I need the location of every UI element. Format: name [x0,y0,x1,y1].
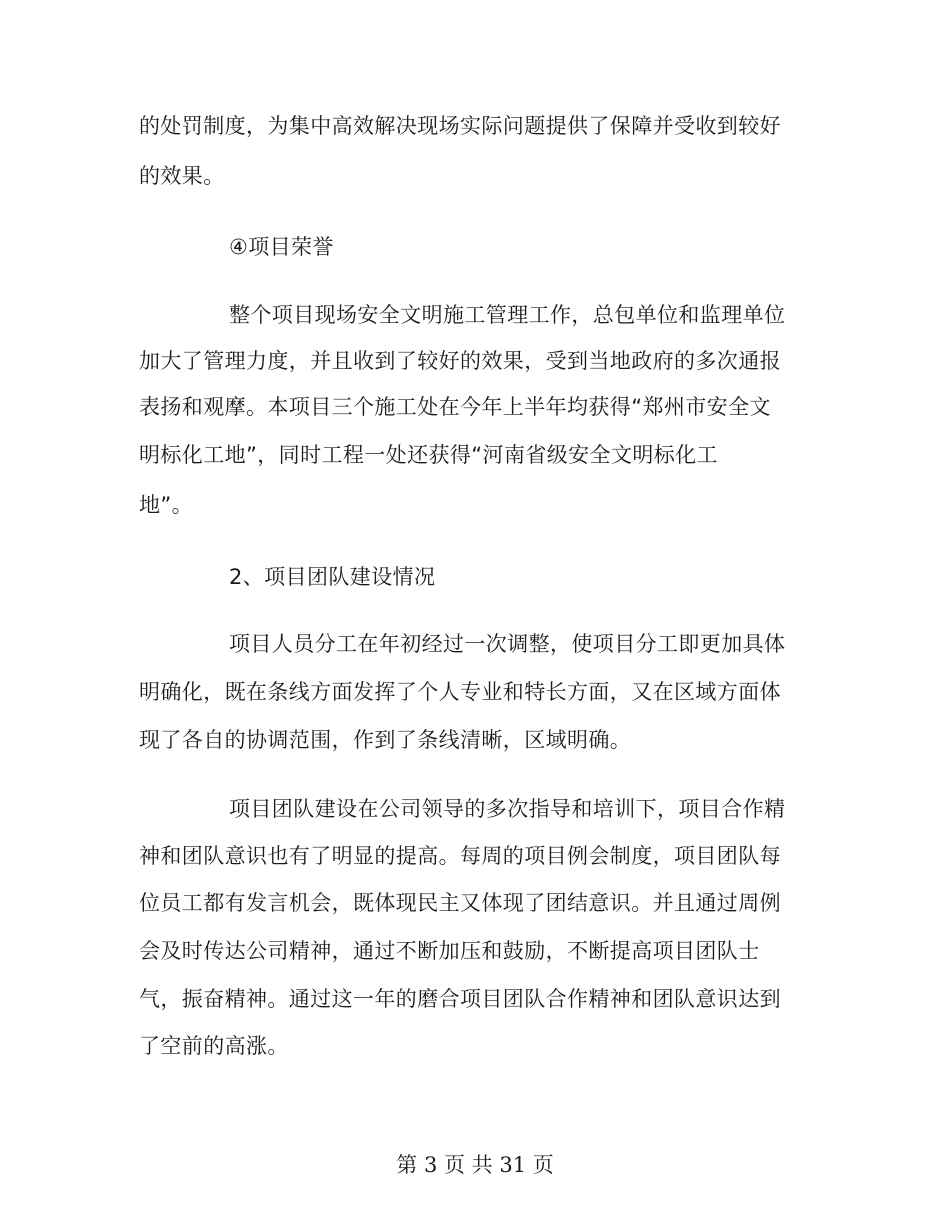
body-line: 整个项目现场安全文明施工管理工作，总包单位和监理单位 [229,303,786,327]
body-line: 明标化工地”，同时工程一处还获得“河南省级安全文明标化工 [139,443,718,467]
body-line: 明确化，既在条线方面发挥了个人专业和特长方面，又在区域方面体 [139,680,781,704]
subheading-project-honor: ④项目荣誉 [229,235,334,259]
body-line: 神和团队意识也有了明显的提高。每周的项目例会制度，项目团队每 [139,844,781,868]
body-line: 会及时传达公司精神，通过不断加压和鼓励，不断提高项目团队士 [139,939,760,963]
body-line: 项目团队建设在公司领导的多次指导和培训下，项目合作精 [229,797,786,821]
body-line: 地”。 [139,493,194,517]
body-line: 的处罚制度，为集中高效解决现场实际问题提供了保障并受收到较好 [139,114,781,138]
body-line: 了空前的高涨。 [139,1034,289,1058]
page-footer [0,1150,950,1180]
body-line: 的效果。 [139,164,225,188]
page-number: 第 3 页 共 31 页 [396,1153,554,1177]
body-line: 气，振奋精神。通过这一年的磨合项目团队合作精神和团队意识达到 [139,987,781,1011]
body-line: 表扬和观摩。本项目三个施工处在今年上半年均获得“郑州市安全文 [139,395,771,419]
body-line: 位员工都有发言机会，既体现民主又体现了团结意识。并且通过周例 [139,891,781,915]
body-line: 现了各自的协调范围，作到了条线清晰，区域明确。 [139,728,632,752]
body-line: 加大了管理力度，并且收到了较好的效果，受到当地政府的多次通报 [139,349,781,373]
body-line: 项目人员分工在年初经过一次调整，使项目分工即更加具体 [229,632,786,656]
section-heading-team-building: 2、项目团队建设情况 [229,565,436,589]
